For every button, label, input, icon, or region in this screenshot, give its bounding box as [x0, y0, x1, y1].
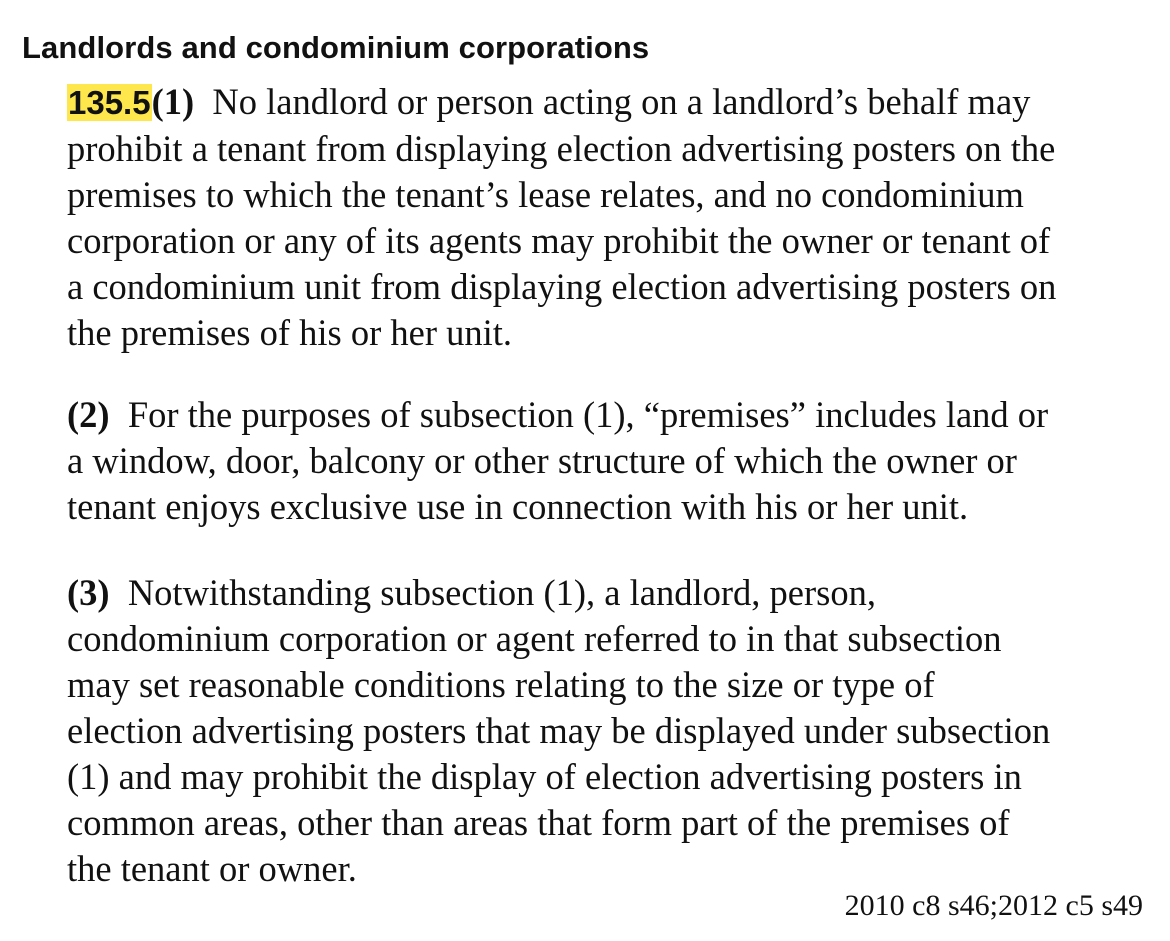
subsection-2-text-line: a window, door, balcony or other structure of which the owner or [67, 440, 1017, 481]
subsection-3-number: (3) [67, 572, 110, 613]
subsection-3 [67, 570, 1050, 892]
subsection-1-text-line: premises to which the tenant’s lease relates, and no condominium [67, 174, 1024, 215]
subsection-1 [67, 79, 1056, 356]
subsection-3-line-1 [67, 570, 1050, 616]
section-heading: Landlords and condominium corporations [22, 30, 650, 65]
subsection-3-text-line: the tenant or owner. [67, 848, 357, 889]
subsection-1-number: (1) [151, 81, 195, 122]
subsection-3-text-line: common areas, other than areas that form part of the premises of [67, 802, 1010, 843]
section-number-highlight: 135.5 [68, 84, 151, 121]
subsection-3-text-line: condominium corporation or agent referred to in that subsection [67, 618, 1002, 659]
subsection-1-text-line: No landlord or person acting on a landlord’s behalf may [212, 81, 1031, 122]
subsection-2-line-1 [67, 392, 1048, 438]
subsection-3-text-line: (1) and may prohibit the display of election advertising posters in [67, 756, 1022, 797]
subsection-1-text-line: corporation or any of its agents may prohibit the owner or tenant of [67, 220, 1051, 261]
subsection-3-text-line: may set reasonable conditions relating to the size or type of [67, 664, 935, 705]
subsection-2-text-line: For the purposes of subsection (1), “premises” includes land or [127, 394, 1049, 435]
subsection-3-text-line: Notwithstanding subsection (1), a landlord, person, [127, 572, 876, 613]
subsection-1-line-1 [67, 79, 1056, 126]
subsection-1-text-line: a condominium unit from displaying election advertising posters on [67, 266, 1057, 307]
subsection-1-text-line: the premises of his or her unit. [67, 312, 513, 353]
subsection-2-number: (2) [67, 394, 110, 435]
subsection-2 [67, 392, 1048, 530]
legislative-history-citation: 2010 c8 s46;2012 c5 s49 [844, 889, 1143, 922]
subsection-1-text-line: prohibit a tenant from displaying election advertising posters on the [67, 128, 1056, 169]
subsection-2-text-line: tenant enjoys exclusive use in connection with his or her unit. [67, 486, 969, 527]
subsection-3-text-line: election advertising posters that may be displayed under subsection [67, 710, 1051, 751]
